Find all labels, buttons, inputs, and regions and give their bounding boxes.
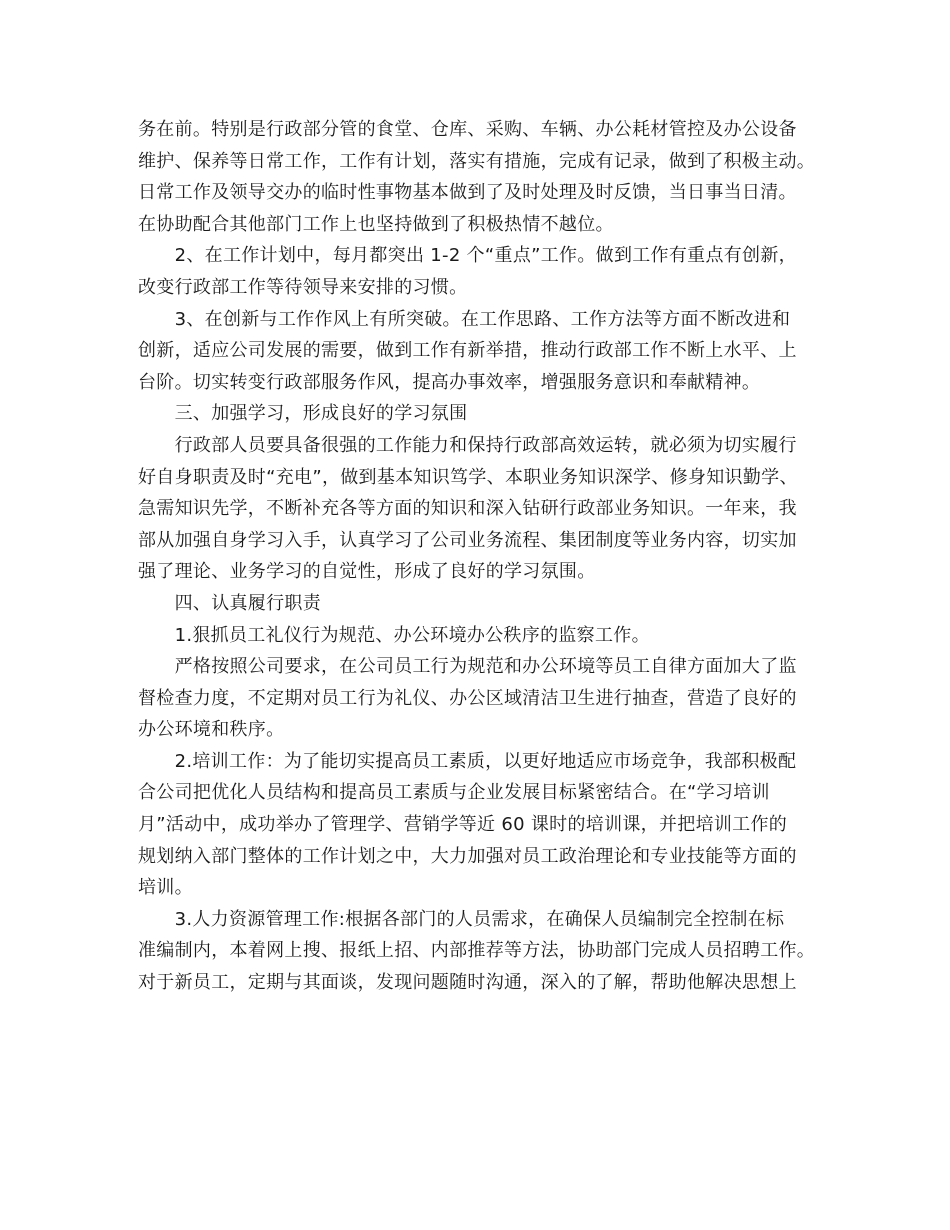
text-line: 2、在工作计划中，每月都突出 1-2 个“重点”工作。做到工作有重点有创新，	[138, 245, 797, 267]
document-body	[138, 114, 828, 999]
text-line: 好自身职责及时“充电”，做到基本知识笃学、本职业务知识深学、修身知识勤学、	[138, 466, 798, 488]
text-line: 督检查力度，不定期对员工行为礼仪、办公区域清洁卫生进行抽查，营造了良好的	[138, 687, 797, 709]
text-line: 维护、保养等日常工作，工作有计划，落实有措施，完成有记录，做到了积极主动。	[138, 150, 816, 172]
text-line: 强了理论、业务学习的自觉性，形成了良好的学习氛围。	[138, 561, 596, 583]
text-line: 2.培训工作：为了能切实提高员工素质，以更好地适应市场竞争，我部积极配	[138, 750, 797, 772]
text-line: 部从加强自身学习入手，认真学习了公司业务流程、集团制度等业务内容，切实加	[138, 529, 797, 551]
text-line: 在协助配合其他部门工作上也坚持做到了积极热情不越位。	[138, 213, 614, 235]
text-line: 台阶。切实转变行政部服务作风，提高办事效率，增强服务意识和奉献精神。	[138, 371, 761, 393]
text-line: 行政部人员要具备很强的工作能力和保持行政部高效运转，就必须为切实履行	[138, 434, 797, 456]
text-line: 急需知识先学，不断补充各等方面的知识和深入钻研行政部业务知识。一年来，我	[138, 498, 797, 520]
text-line: 日常工作及领导交办的临时性事物基本做到了及时处理及时反馈，当日事当日清。	[138, 182, 797, 204]
text-line: 务在前。特别是行政部分管的食堂、仓库、采购、车辆、办公耗材管控及办公设备	[138, 119, 797, 140]
text-line: 办公环境和秩序。	[138, 719, 285, 741]
text-line: 3、在创新与工作作风上有所突破。在工作思路、工作方法等方面不断改进和	[138, 308, 791, 330]
text-line: 3.人力资源管理工作:根据各部门的人员需求，在确保人员编制完全控制在标	[138, 908, 785, 930]
text-line: 合公司把优化人员结构和提高员工素质与企业发展目标紧密结合。在“学习培训	[138, 782, 770, 804]
text-line: 月”活动中，成功举办了管理学、营销学等近 60 课时的培训课，并把培训工作的	[138, 814, 788, 836]
text-line: 创新，适应公司发展的需要，做到工作有新举措，推动行政部工作不断上水平、上	[138, 340, 797, 362]
text-line: 改变行政部工作等待领导来安排的习惯。	[138, 276, 468, 298]
section-heading: 四、认真履行职责	[138, 592, 321, 614]
text-line: 严格按照公司要求，在公司员工行为规范和办公环境等员工自律方面加大了监	[138, 656, 797, 678]
text-line: 准编制内，本着网上搜、报纸上招、内部推荐等方法，协助部门完成人员招聘工作。	[138, 940, 816, 962]
text-line: 规划纳入部门整体的工作计划之中，大力加强对员工政治理论和专业技能等方面的	[138, 845, 797, 867]
text-line: 1.狠抓员工礼仪行为规范、办公环境办公秩序的监察工作。	[138, 624, 650, 646]
section-heading: 三、加强学习，形成良好的学习氛围	[138, 403, 468, 425]
text-line: 对于新员工，定期与其面谈，发现问题随时沟通，深入的了解，帮助他解决思想上	[138, 972, 797, 994]
text-line: 培训。	[138, 877, 193, 899]
